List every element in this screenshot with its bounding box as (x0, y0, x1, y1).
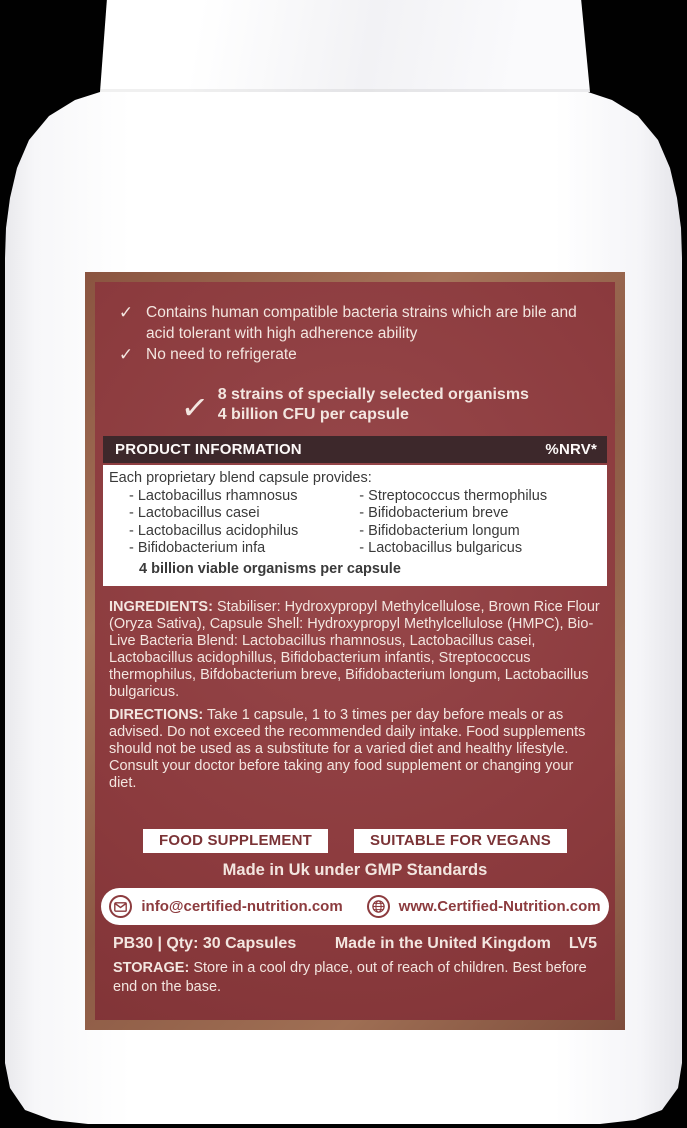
directions-text: Take 1 capsule, 1 to 3 times per day before meals or as advised. Do not exceed the recommended daily intake. Food supplements should not be used as a substitute for a varied diet and healthy lifestyle. Consult your doctor before taking any food supplement or changing your diet. (109, 707, 586, 791)
product-information-header (103, 436, 607, 463)
cfu-line: 4 billion CFU per capsule (217, 406, 409, 423)
strains-highlight (109, 385, 601, 428)
product-label (85, 272, 625, 1030)
product-information-section (103, 436, 607, 586)
blend-columns (109, 488, 599, 558)
vegan-badge: SUITABLE FOR VEGANS (354, 829, 567, 853)
contact-email: info@certified-nutrition.com (141, 898, 343, 915)
globe-icon (367, 895, 390, 918)
batch-code: LV5 (568, 935, 597, 952)
product-information-body (103, 465, 607, 586)
strains-line: 8 strains of specially selected organisms (217, 386, 529, 403)
blend-item: - Lactobacillus acidophilus (129, 522, 299, 539)
blend-item: - Bifidobacterium breve (359, 505, 509, 521)
list-item (117, 302, 601, 344)
bottle-cap (100, 0, 590, 92)
blend-intro: Each proprietary blend capsule provides: (109, 470, 372, 486)
blend-item: - Bifidobacterium infa (129, 540, 266, 556)
blend-item: - Bifidobacterium longum (359, 522, 520, 539)
product-information-title: PRODUCT INFORMATION (115, 441, 302, 458)
blend-item: - Lactobacillus rhamnosus (129, 487, 298, 504)
gmp-statement: Made in Uk under GMP Standards (222, 861, 488, 879)
origin-group (335, 935, 597, 953)
ingredients-paragraph (109, 599, 601, 701)
directions-label: DIRECTIONS: (109, 707, 204, 723)
product-meta-row (109, 935, 601, 953)
contact-website: www.Certified-Nutrition.com (398, 898, 601, 915)
food-supplement-badge: FOOD SUPPLEMENT (143, 829, 328, 853)
blend-item: - Lactobacillus casei (129, 505, 260, 521)
label-panel (95, 282, 615, 1020)
feature-text: Contains human compatible bacteria strains which are bile and acid tolerant with high adherence ability (146, 304, 577, 342)
badge-row (109, 829, 601, 853)
directions-paragraph (109, 707, 601, 792)
feature-list (109, 302, 601, 365)
blend-column-left (129, 488, 359, 558)
feature-text: No need to refrigerate (146, 346, 297, 363)
check-icon: ✓ (118, 345, 134, 364)
contact-bar (101, 888, 609, 925)
blend-item: - Streptococcus thermophilus (359, 487, 548, 504)
strains-highlight-text (218, 385, 529, 425)
ingredients-label: INGREDIENTS: (109, 599, 213, 615)
blend-item: - Lactobacillus bulgaricus (359, 540, 523, 556)
product-code: PB30 | Qty: 30 Capsules (113, 935, 297, 952)
blend-column-right (359, 488, 599, 558)
check-icon: ✓ (118, 303, 134, 322)
origin-statement: Made in the United Kingdom (334, 935, 551, 952)
ingredients-text: Stabiliser: Hydroxypropyl Methylcellulose, Brown Rice Flour (Oryza Sativa), Capsule Shell: Hydroxypropyl Methylcellulose (HMPC), Bio-Live Bacteria Blend: Lactobacillus rhamnosus, Lactobacillus casei, Lactobacillus acidophillus, Bifidobacterium infantis, Streptococcus thermophilus, Bifdobacterium breve, Bifidobacterium longum, Lactobacillus bulgaricus. (109, 599, 600, 700)
storage-text: Store in a cool dry place, out of reach of children. Best before end on the base. (113, 960, 587, 995)
nrv-header: %NRV* (545, 441, 597, 458)
check-icon: ✓ (179, 387, 211, 428)
envelope-icon (109, 895, 132, 918)
storage-label: STORAGE: (113, 960, 190, 976)
viable-organisms-note: 4 billion viable organisms per capsule (139, 560, 401, 577)
list-item (117, 344, 601, 365)
storage-paragraph (109, 959, 601, 997)
